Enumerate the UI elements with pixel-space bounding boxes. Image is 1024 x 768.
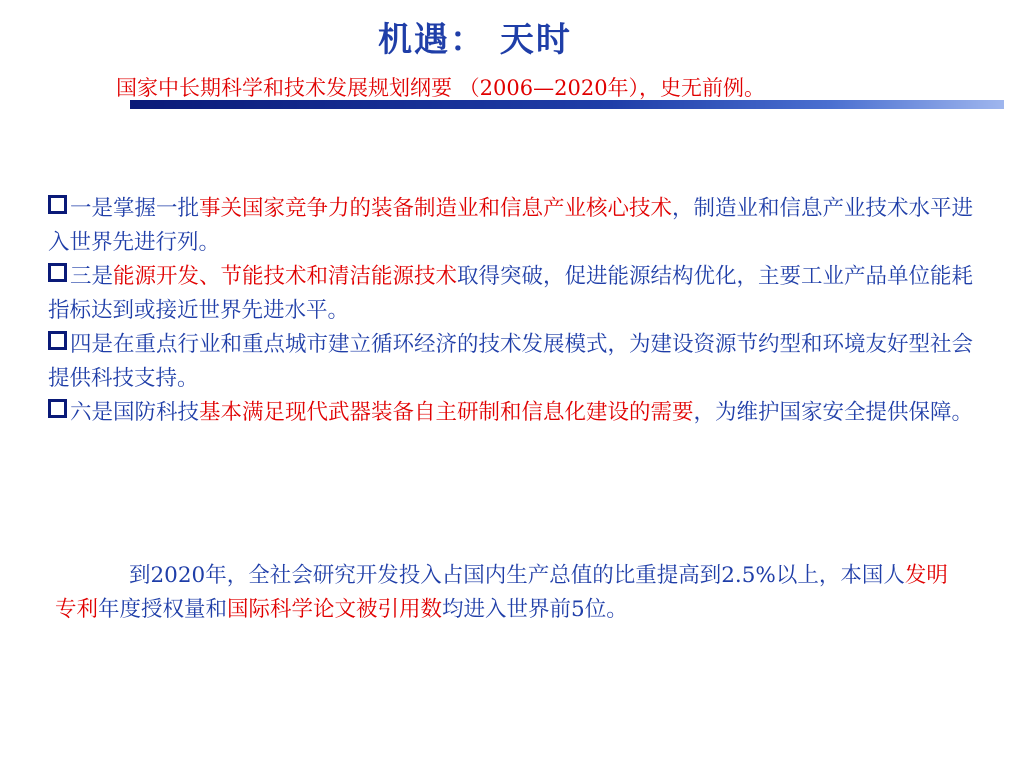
bullet-text: 六是国防科技	[70, 400, 200, 425]
bullet-text: 一是掌握一批	[70, 196, 200, 221]
summary-text: 到2020年，全社会研究开发投入占国内生产总值的比重提高到2.5%以上，本国人	[129, 562, 905, 588]
bullet-item-3	[48, 328, 986, 396]
square-bullet-icon	[48, 331, 67, 350]
summary-highlight-text: 发明专利	[55, 562, 948, 622]
summary-paragraph	[55, 559, 967, 627]
summary-text: 年度授权量和	[98, 596, 228, 622]
summary-highlight-text: 国际科学论文被引用数	[227, 596, 443, 622]
bullet-highlight-text: 事关国家竞争力的装备制造业和信息产业核心技术	[199, 196, 673, 221]
square-bullet-icon	[48, 399, 67, 418]
slide-title: 机遇： 天时	[378, 20, 572, 60]
title-underline-bar	[130, 100, 1004, 109]
bullet-item-4	[48, 396, 986, 430]
bullet-list	[48, 192, 986, 430]
bullet-text: 取得突破，促进能源结构优化，主要工业产品单位能耗指标达到或接近世界先进水平。	[48, 264, 974, 323]
bullet-item-1	[48, 192, 986, 260]
square-bullet-icon	[48, 263, 67, 282]
bullet-text: ，制造业和信息产业技术水平进入世界先进行列。	[48, 196, 974, 255]
bullet-text: ，为维护国家安全提供保障。	[693, 400, 974, 425]
bullet-text: 四是在重点行业和重点城市建立循环经济的技术发展模式，为建设资源节约型和环境友好型社会提供科技支持。	[48, 332, 974, 391]
bullet-highlight-text: 基本满足现代武器装备自主研制和信息化建设的需要	[199, 400, 694, 425]
bullet-item-2	[48, 260, 986, 328]
summary-text: 均进入世界前5位。	[442, 596, 628, 622]
bullet-text: 三是	[70, 264, 114, 289]
square-bullet-icon	[48, 195, 67, 214]
slide-subtitle: 国家中长期科学和技术发展规划纲要 （2006—2020年），史无前例。	[116, 76, 766, 100]
bullet-highlight-text: 能源开发、节能技术和清洁能源技术	[113, 264, 458, 289]
